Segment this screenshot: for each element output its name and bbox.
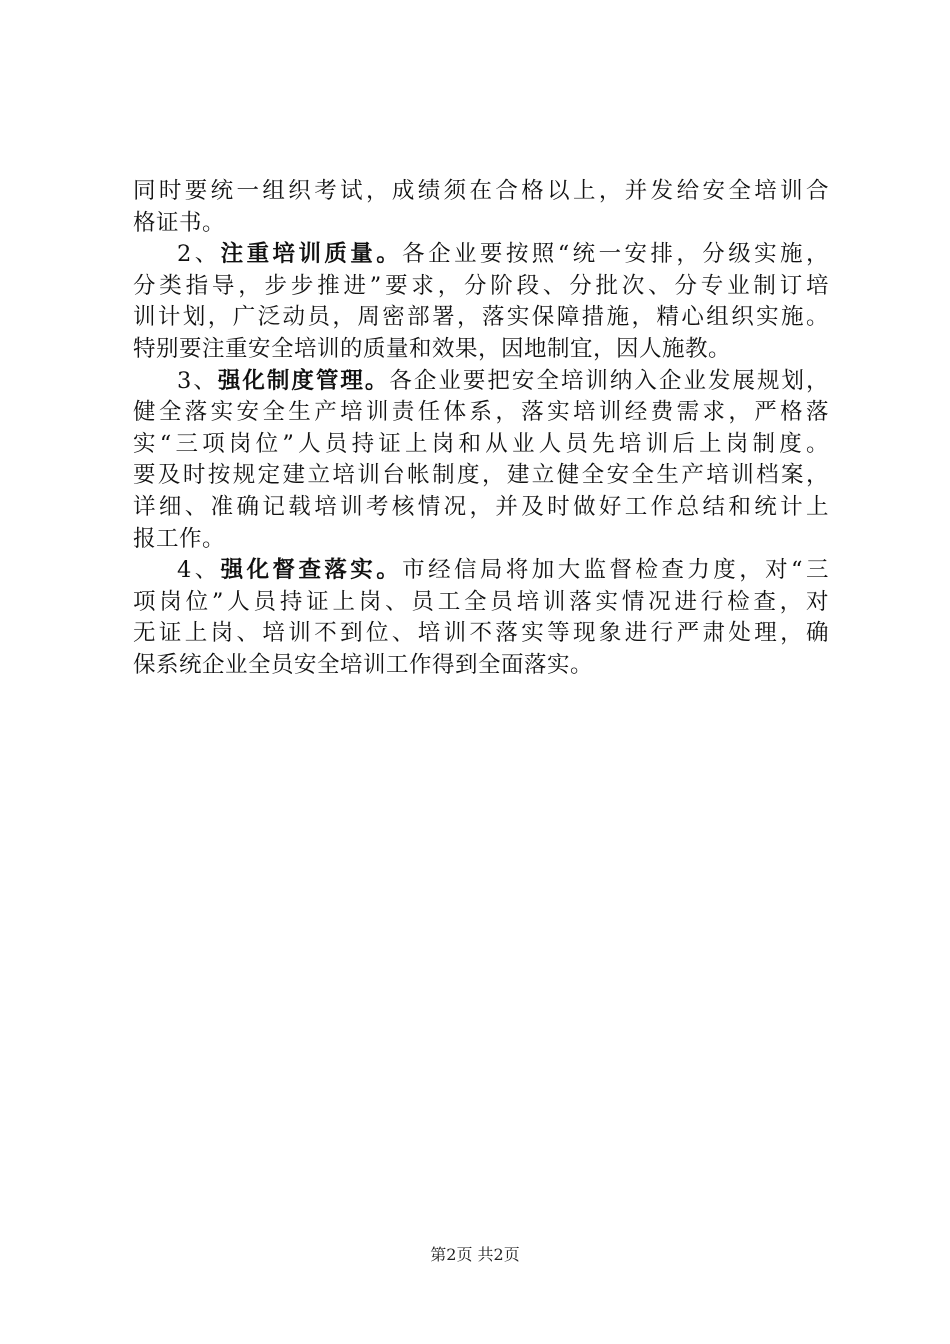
text-line: 报工作。: [133, 525, 226, 552]
section-heading: 强化制度管理。: [217, 367, 390, 394]
page-number: 第2页: [430, 1245, 473, 1264]
section-number: 2、: [177, 241, 221, 268]
text-line: 健全落实安全生产培训责任体系，落实培训经费需求，严格落: [133, 399, 829, 426]
text-line: 特别要注重安全培训的质量和效果，因地制宜，因人施教。: [133, 335, 732, 362]
text-fragment: 市经信局将加大监督检查力度，对“三: [402, 557, 829, 584]
text-fragment: 各企业要把安全培训纳入企业发展规划，: [389, 367, 829, 394]
text-line: 同时要统一组织考试，成绩须在合格以上，并发给安全培训合: [133, 178, 829, 204]
section-heading: 强化督查落实。: [220, 557, 403, 584]
document-body: [133, 176, 829, 682]
page-total: 共2页: [477, 1245, 520, 1264]
text-line: 保系统企业全员安全培训工作得到全面落实。: [133, 651, 594, 678]
paragraph-first-line: [133, 555, 829, 587]
section-number: 3、: [177, 367, 218, 394]
text-line: 实“三项岗位”人员持证上岗和从业人员先培训后上岗制度。: [133, 430, 829, 457]
section-heading: 注重培训质量。: [220, 241, 403, 268]
section-number: 4、: [177, 557, 221, 584]
text-line: 分类指导，步步推进”要求，分阶段、分批次、分专业制订培: [133, 272, 829, 299]
paragraph-first-line: [133, 366, 829, 398]
paragraph-first-line: [133, 239, 829, 271]
text-line: 详细、准确记载培训考核情况，并及时做好工作总结和统计上: [133, 493, 829, 520]
text-line: 无证上岗、培训不到位、培训不落实等现象进行严肃处理，确: [133, 620, 829, 647]
text-line: 训计划，广泛动员，周密部署，落实保障措施，精心组织实施。: [133, 304, 829, 331]
text-line: 要及时按规定建立培训台帐制度，建立健全安全生产培训档案，: [133, 462, 829, 489]
text-line: 项岗位”人员持证上岗、员工全员培训落实情况进行检查，对: [133, 588, 829, 615]
text-line: 格证书。: [133, 209, 226, 236]
text-fragment: 各企业要按照“统一安排，分级实施，: [402, 241, 829, 268]
page-footer: [0, 1242, 950, 1265]
